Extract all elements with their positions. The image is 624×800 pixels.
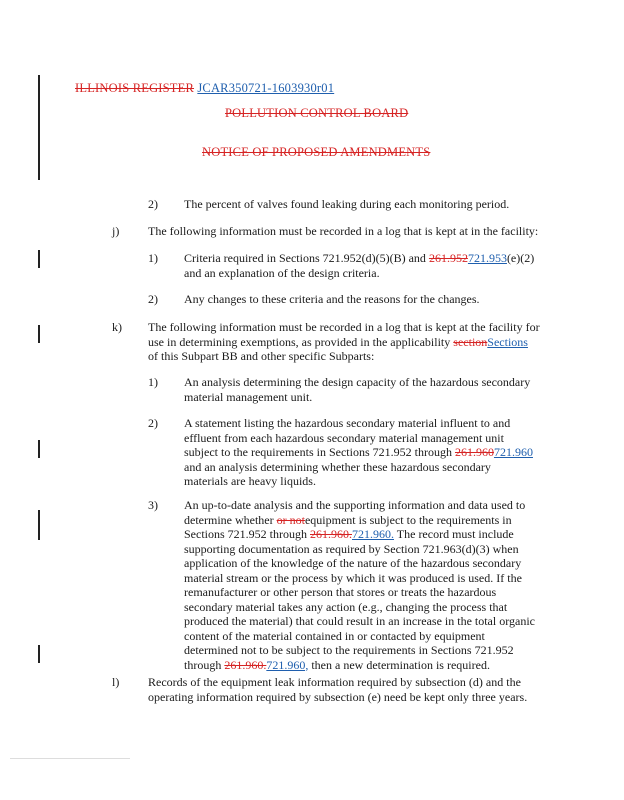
section-label-j: j) [112,224,120,238]
text-run: (e)(2) and an explanation of the design criteria. [184,251,535,280]
text-run: An up-to-date analysis and the supporting information and data used to determine whether [184,498,526,527]
inserted-text: JCAR350721-1603930r01 [197,81,335,95]
change-bar [38,75,40,180]
footer-rule [10,758,130,759]
change-bar [38,250,40,268]
deleted-text: or not [276,512,305,527]
deleted-text: ILLINOIS REGISTER [75,81,195,95]
section-label-k: k) [112,320,122,334]
item-number: 1) [148,375,158,389]
text-run: then a new determination is required. [308,657,490,672]
item-number: 2) [148,416,158,430]
inserted-text: Sections [487,334,528,349]
section-k-item-2 [184,416,536,489]
inserted-text: 721.960, [266,657,309,672]
inserted-text: 721.960 [493,445,533,459]
item-number: 3) [148,498,158,512]
text-run: The following information must be recorded in a log that is kept at the facility for use in determining exemptions, as provided in the applicability [148,320,540,349]
section-k-item-3 [184,498,536,672]
item-number: 1) [148,251,158,265]
item-number: 2) [148,292,158,306]
register-header [75,81,334,96]
section-j-item-2: Any changes to these criteria and the reasons for the changes. [184,292,480,306]
section-k-text [148,320,540,364]
item-number: 2) [148,197,158,211]
change-bar [38,325,40,343]
text-run: A statement listing the hazardous secondary material influent to and effluent from each hazardous secondary material management unit subject to the requirements in Sections 721.952 through [184,416,511,459]
section-k-item-1: An analysis determining the design capacity of the hazardous secondary material management unit. [184,375,531,404]
item-text: The percent of valves found leaking during each monitoring period. [184,197,510,211]
text-run: of this Subpart BB and other specific Subparts: [148,349,375,363]
section-j-text: The following information must be recorded in a log that is kept at in the facility: [148,224,539,238]
section-j-item-1 [184,251,536,280]
deleted-text: section [453,334,488,349]
change-bar [38,510,40,540]
change-bar [38,645,40,663]
inserted-text: 721.953 [467,251,507,265]
section-l-text: Records of the equipment leak information required by subsection (d) and the operating information required by subsection (e) need be kept only three years. [148,675,528,704]
text-run: equipment is subject to the requirements in Sections 721.952 through [184,512,512,541]
change-bar [38,440,40,458]
text-run: The record must include supporting documentation as required by Section 721.963(d)(3) when application of the knowledge of the nature of the hazardous secondary material stream or the process by which it was produced is used. If the remanufacturer or other person that stores or treats the hazardous secondary material takes any action (e.g., changing the process that produced the material) that could result in an increase in the total organic content of the material contained in or contacted by equipment determined not to be subject to the requirements in Sections 721.952 through [184,527,535,672]
deleted-text: 261.952 [428,251,468,265]
text-run: Criteria required in Sections 721.952(d)(5)(B) and [184,251,429,265]
text-run: and an analysis determining whether these hazardous secondary materials are heavy liquids. [184,459,491,488]
deleted-text: 261.960 [454,445,494,459]
notice-title: NOTICE OF PROPOSED AMENDMENTS [202,145,431,159]
board-title: POLLUTION CONTROL BOARD [225,106,409,120]
deleted-text: 261.960. [224,657,267,672]
deleted-text: 261.960. [310,527,352,541]
inserted-text: 721.960. [352,527,394,541]
section-label-l: l) [112,675,120,689]
